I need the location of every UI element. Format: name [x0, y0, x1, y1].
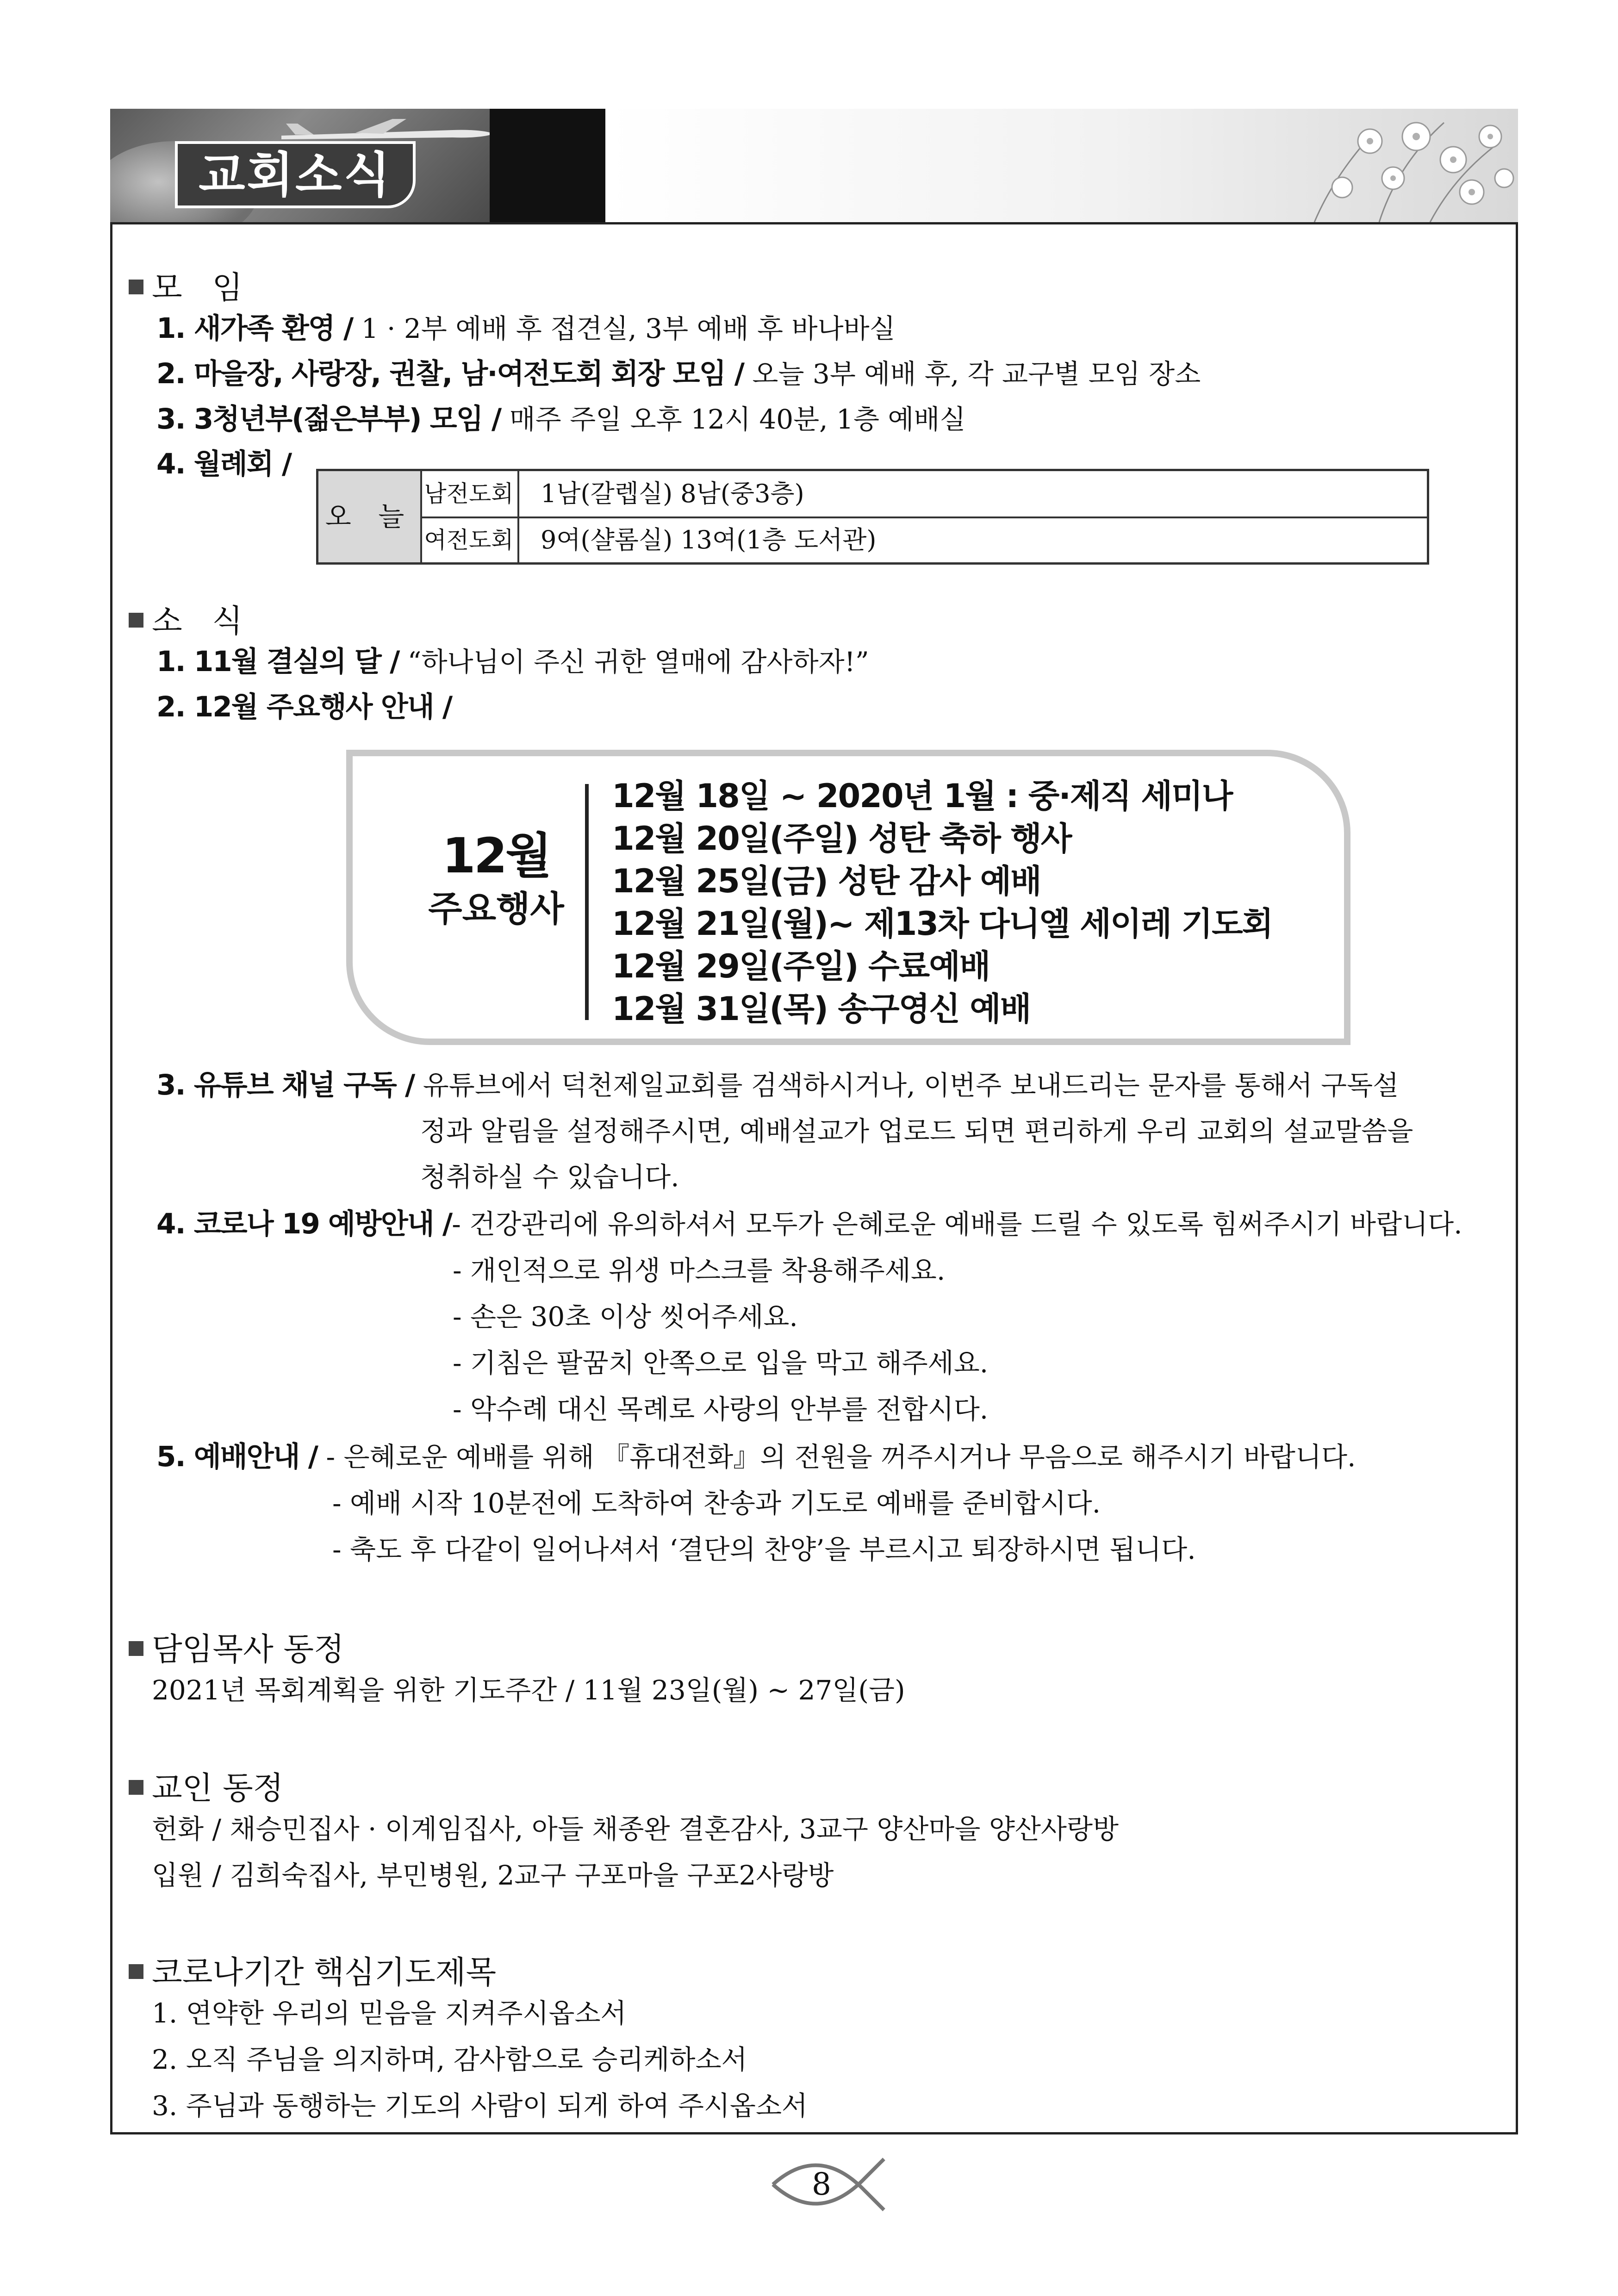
news-item-4: 4. 코로나 19 예방안내 /- 건강관리에 유의하셔서 모두가 은혜로운 예배를 드릴 수 있도록 힘써주시기 바랍니다. — [156, 1207, 1462, 1240]
meeting-item-1: 1. 새가족 환영 / 1 · 2부 예배 후 접견실, 3부 예배 후 바나바실 — [156, 312, 896, 345]
section-heading-meeting: 모 임 — [129, 263, 243, 308]
event-item: 12월 29일(주일) 수료예배 — [612, 947, 990, 985]
event-item: 12월 20일(주일) 성탄 축하 행사 — [612, 820, 1071, 858]
news-item-4-line: - 기침은 팔꿈치 안쪽으로 입을 막고 해주세요. — [453, 1347, 989, 1379]
header-background — [605, 109, 1518, 222]
event-item: 12월 31일(목) 송구영신 예배 — [612, 990, 1031, 1028]
members-line: 입원 / 김희숙집사, 부민병원, 2교구 구포마을 구포2사랑방 — [152, 1860, 834, 1891]
flowers-decoration — [1277, 109, 1518, 222]
prayer-line: 1. 연약한 우리의 믿음을 지켜주시옵소서 — [152, 1997, 627, 2029]
events-subtitle: 주요행사 — [428, 888, 564, 929]
bullet-square-icon — [129, 613, 143, 628]
events-divider — [585, 784, 589, 1020]
prayer-line: 3. 주님과 동행하는 기도의 사람이 되게 하여 주시옵소서 — [152, 2090, 808, 2122]
news-item-5-line: - 축도 후 다같이 일어나셔서 ‘결단의 찬양’을 부르시고 퇴장하시면 됩니다. — [332, 1534, 1196, 1565]
news-item-5: 5. 예배안내 / - 은혜로운 예배를 위해 『휴대전화』의 전원을 꺼주시거나 무음으로 해주시기 바랍니다. — [156, 1440, 1356, 1473]
page-header — [110, 109, 1518, 222]
pastor-line: 2021년 목회계획을 위한 기도주간 / 11월 23일(월) ~ 27일(금) — [152, 1674, 905, 1706]
page-number: 8 — [812, 2166, 831, 2202]
monthly-meeting-table — [316, 469, 1429, 565]
header-title: 교회소식 — [199, 147, 392, 203]
table-row — [420, 471, 1427, 518]
event-item: 12월 25일(금) 성탄 감사 예배 — [612, 862, 1041, 900]
events-title — [427, 826, 566, 932]
news-item-5-line: - 예배 시작 10분전에 도착하여 찬송과 기도로 예배를 준비합시다. — [332, 1487, 1101, 1519]
section-heading-pastor: 담임목사 동정 — [129, 1624, 344, 1669]
news-item-2: 2. 12월 주요행사 안내 / — [156, 691, 452, 723]
bullet-square-icon — [129, 1641, 143, 1656]
december-events-box — [346, 750, 1350, 1045]
news-item-1: 1. 11월 결실의 달 / “하나님이 주신 귀한 열매에 감사하자!” — [156, 645, 869, 678]
events-list — [612, 775, 1272, 1030]
table-group-name: 남전도회 — [420, 471, 519, 516]
table-row — [420, 517, 1427, 563]
header-divider-bar — [490, 109, 605, 222]
news-item-4-line: - 손은 30초 이상 씻어주세요. — [453, 1301, 798, 1332]
prayer-line: 2. 오직 주님을 의지하며, 감사함으로 승리케하소서 — [152, 2044, 747, 2075]
meeting-item-2: 2. 마을장, 사랑장, 권찰, 남·여전도회 회장 모임 / 오늘 3부 예배 후, 각 교구별 모임 장소 — [156, 357, 1201, 390]
table-group-name: 여전도회 — [420, 517, 519, 563]
bullet-square-icon — [129, 1780, 143, 1795]
bullet-square-icon — [129, 1964, 143, 1979]
table-today-cell: 오 늘 — [318, 471, 422, 562]
meeting-item-4: 4. 월례회 / — [156, 448, 292, 480]
table-group-value: 9여(샬롬실) 13여(1층 도서관) — [541, 525, 877, 554]
meeting-item-3: 3. 3청년부(젊은부부) 모임 / 매주 주일 오후 12시 40분, 1층 예배실 — [156, 403, 966, 436]
page-number-badge — [768, 2147, 889, 2221]
news-item-3: 3. 유튜브 채널 구독 / 유튜브에서 덕천제일교회를 검색하시거나, 이번주 보내드리는 문자를 통해서 구독설 — [156, 1069, 1399, 1101]
members-line: 헌화 / 채승민집사 · 이계임집사, 아들 채종완 결혼감사, 3교구 양산마을 양산사랑방 — [152, 1813, 1119, 1845]
events-month: 12월 — [442, 828, 550, 884]
section-heading-prayer: 코로나기간 핵심기도제목 — [129, 1948, 496, 1992]
table-group-value: 1남(갈렙실) 8남(중3층) — [541, 479, 804, 508]
event-item: 12월 18일 ~ 2020년 1월 : 중·제직 세미나 — [612, 777, 1232, 815]
news-item-3-line: 정과 알림을 설정해주시면, 예배설교가 업로드 되면 편리하게 우리 교회의 설교말씀을 — [420, 1115, 1413, 1147]
bullet-square-icon — [129, 280, 143, 294]
event-item: 12월 21일(월)~ 제13차 다니엘 세이레 기도회 — [612, 905, 1273, 943]
news-item-4-line: - 개인적으로 위생 마스크를 착용해주세요. — [453, 1255, 946, 1286]
news-item-4-line: - 악수례 대신 목례로 사랑의 안부를 전합시다. — [453, 1394, 989, 1425]
section-heading-news: 소 식 — [129, 596, 243, 641]
section-heading-members: 교인 동정 — [129, 1763, 283, 1808]
news-item-3-line: 청취하실 수 있습니다. — [420, 1161, 679, 1193]
